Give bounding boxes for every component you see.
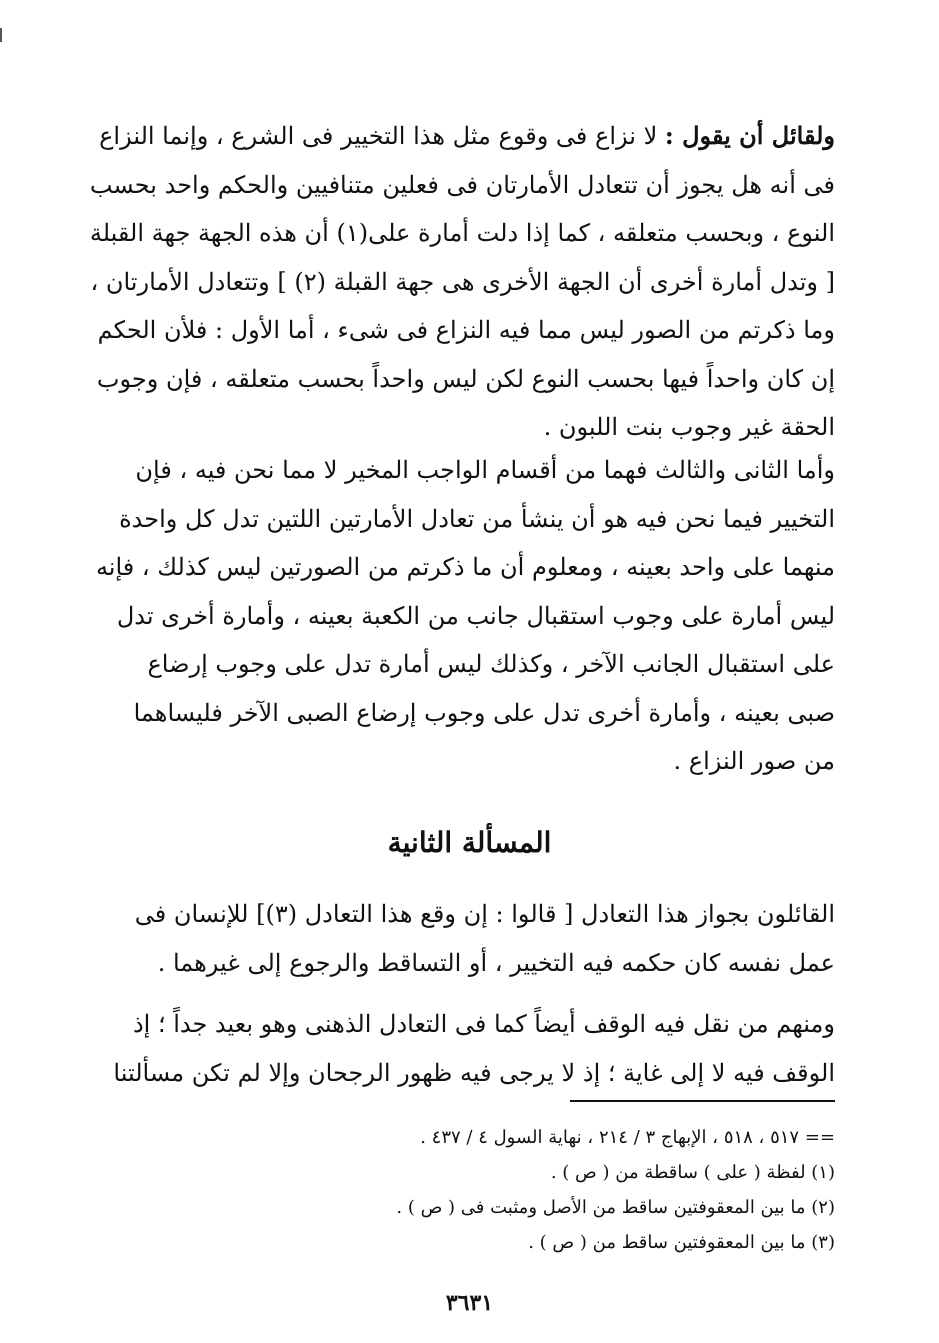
text-line: ليس أمارة على وجوب استقبال جانب من الكعبة بعينه ، وأمارة أخرى تدل bbox=[116, 601, 835, 630]
text-line: عمل نفسه كان حكمه فيه التخيير ، أو التساقط والرجوع إلى غيرهما . bbox=[157, 948, 835, 977]
text-line: القائلون بجواز هذا التعادل [ قالوا : إن وقع هذا التعادل (٣)] للإنسان فى bbox=[134, 900, 835, 928]
text-line: إن كان واحداً فيها بحسب النوع لكن ليس واحداً بحسب متعلقه ، فإن وجوب bbox=[96, 364, 835, 393]
footnote-1: (١) لفظة ( على ) ساقطة من ( ص ) . bbox=[550, 1162, 835, 1183]
text-line: وأما الثانى والثالث فهما من أقسام الواجب المخير لا مما نحن فيه ، فإن bbox=[135, 456, 835, 484]
footnote-divider bbox=[570, 1100, 835, 1102]
scan-edge-mark bbox=[0, 28, 2, 42]
paragraph-2 bbox=[95, 446, 835, 786]
text-line: صبى بعينه ، وأمارة أخرى تدل على وجوب إرضاع الصبى الآخر فليساهما bbox=[133, 698, 835, 727]
text-line: من صور النزاع . bbox=[673, 747, 835, 775]
text-line: وما ذكرتم من الصور ليس مما فيه النزاع فى شىء ، أما الأول : فلأن الحكم bbox=[97, 316, 835, 344]
section-heading: المسألة الثانية bbox=[387, 826, 552, 859]
footnote-continuation: == ٥١٧ ، ٥١٨ ، الإبهاج ٣ / ٢١٤ ، نهاية السول ٤ / ٤٣٧ . bbox=[420, 1127, 835, 1148]
paragraph-3 bbox=[115, 890, 835, 987]
text-line: الوقف فيه لا إلى غاية ؛ إذ لا يرجى فيه ظهور الرجحان وإلا لم تكن مسألتنا bbox=[113, 1058, 835, 1087]
text-line: منهما على واحد بعينه ، ومعلوم أن ما ذكرتم من الصورتين ليس كذلك ، فإنه bbox=[95, 553, 835, 581]
footnotes bbox=[115, 1120, 835, 1260]
lead-phrase: ولقائل أن يقول : bbox=[664, 121, 835, 150]
text-line: النوع ، وبحسب متعلقه ، كما إذا دلت أمارة على(١) أن هذه الجهة جهة القبلة bbox=[89, 219, 835, 247]
paragraph-4 bbox=[115, 1000, 835, 1097]
line-text: لا نزاع فى وقوع مثل هذا التخيير فى الشرع ، وإنما النزاع bbox=[99, 122, 658, 150]
text-line: فى أنه هل يجوز أن تتعادل الأمارتان فى فعلين متنافيين والحكم واحد بحسب bbox=[89, 170, 835, 199]
text-line: التخيير فيما نحن فيه هو أن ينشأ من تعادل الأمارتين اللتين تدل كل واحدة bbox=[119, 504, 835, 533]
text-line: [ وتدل أمارة أخرى أن الجهة الأخرى هى جهة القبلة (٢) ] وتتعادل الأمارتان ، bbox=[90, 267, 835, 296]
text-line: ومنهم من نقل فيه الوقف أيضاً كما فى التعادل الذهنى وهو بعيد جداً ؛ إذ bbox=[132, 1010, 835, 1038]
footnote-2: (٢) ما بين المعقوفتين ساقط من الأصل ومثبت فى ( ص ) . bbox=[396, 1197, 835, 1218]
footnote-3: (٣) ما بين المعقوفتين ساقط من ( ص ) . bbox=[528, 1232, 835, 1253]
page-number: ٣٦٣١ bbox=[445, 1290, 494, 1316]
text-line bbox=[99, 112, 835, 161]
paragraph-1 bbox=[89, 112, 835, 452]
text-line: على استقبال الجانب الآخر ، وكذلك ليس أمارة تدل على وجوب إرضاع bbox=[147, 650, 835, 678]
text-line: الحقة غير وجوب بنت اللبون . bbox=[543, 413, 835, 441]
